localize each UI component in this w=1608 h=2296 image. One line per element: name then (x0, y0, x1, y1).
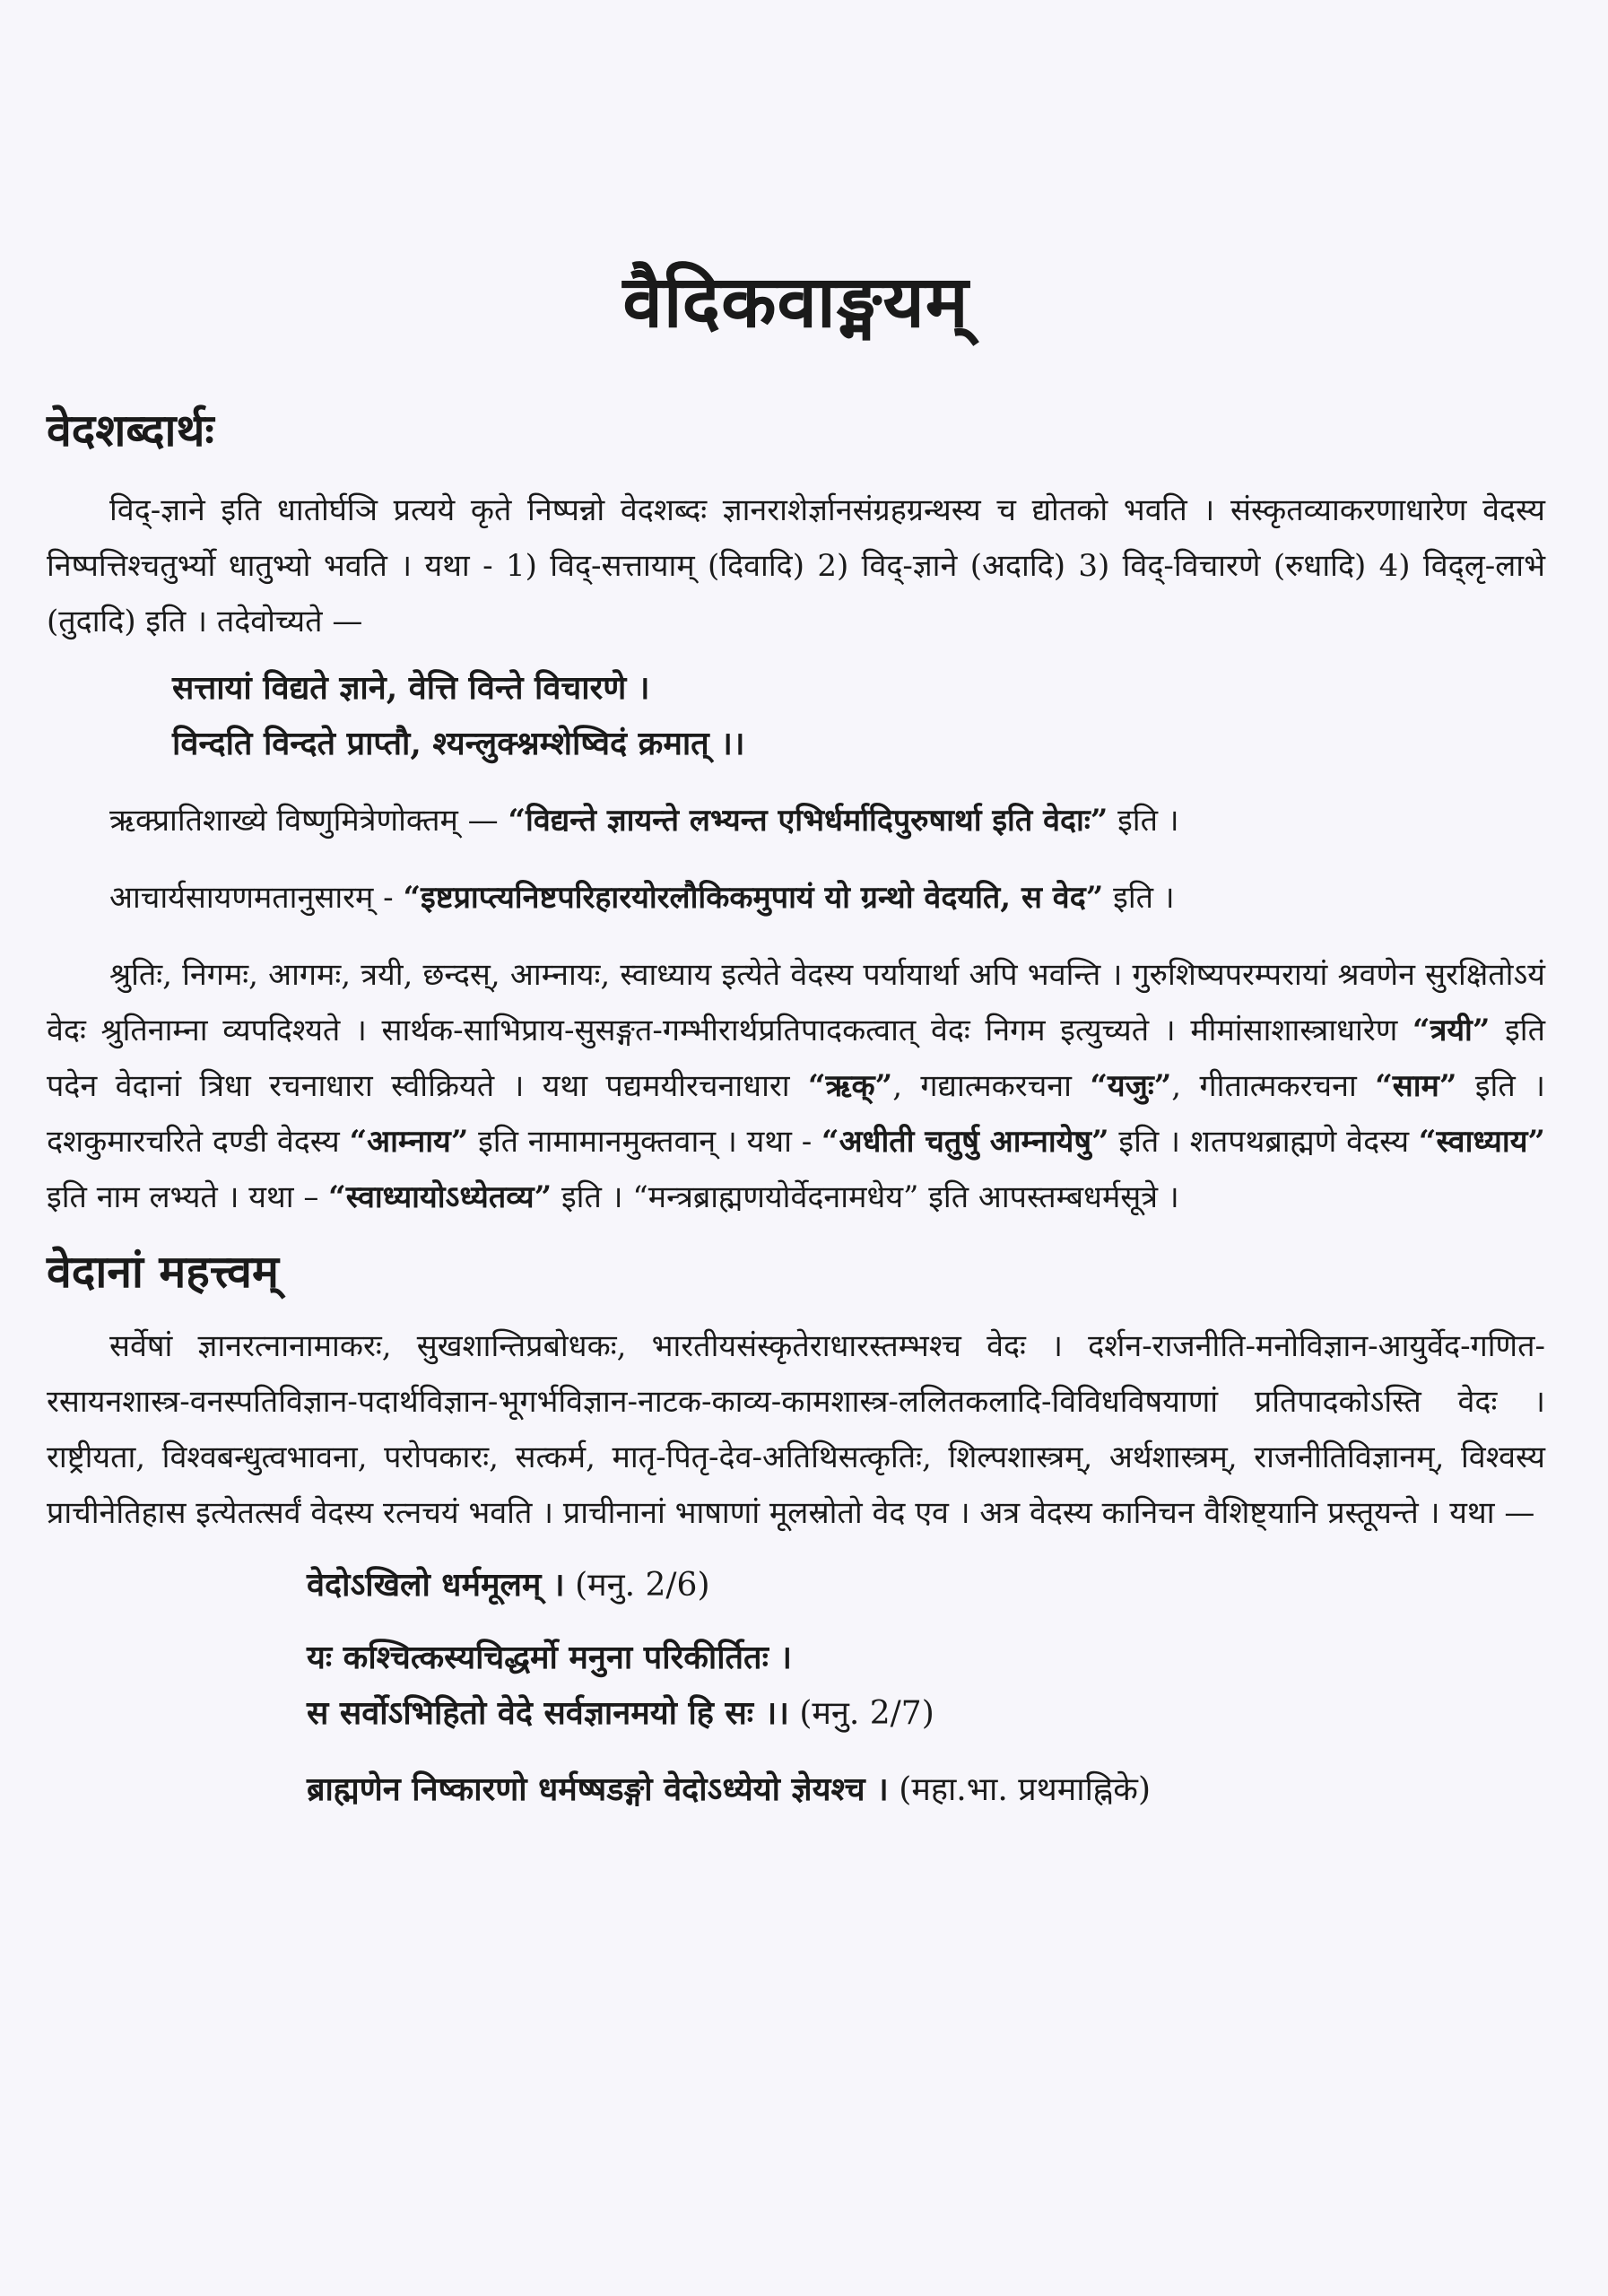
section-heading-veda-importance: वेदानां महत्त्वम् (47, 1245, 279, 1298)
text-run: इति । दशकुमारचरिते दण्डी वेदस्य (47, 1068, 1546, 1160)
paragraph-sayana-quote (47, 870, 1545, 926)
verse-reference: (मनु. 2/7) (788, 1695, 934, 1732)
verse-mahabhashya (47, 1761, 1545, 1818)
section-heading-veda-meaning: वेदशब्दार्थः (47, 404, 214, 457)
text-run: इति । “मन्त्रब्राह्मणयोर्वेदनामधेय” इति आपस्तम्बधर्मसूत्रे । (552, 1179, 1179, 1215)
bold-term: “साम” (1375, 1068, 1457, 1104)
bold-term: “यजुः” (1090, 1068, 1172, 1104)
bold-term: “ऋक्” (807, 1068, 893, 1104)
paragraph-importance: सर्वेषां ज्ञानरत्नानामाकरः, सुखशान्तिप्रबोधकः, भारतीयसंस्कृतेराधारस्तम्भश्च वेदः । दर्शन-राजनीति-मनोविज्ञान-आयुर्वेद-गणित-रसायनशास्त्र-वनस्पतिविज्ञान-पदार्थविज्ञान-भूगर्भविज्ञान-नाटक-काव्य-कामशास्त्र-ललितकलादि-विविधविषयाणां प्रतिपादकोऽस्ति वेदः । राष्ट्रीयता, विश्वबन्धुत्वभावना, परोपकारः, सत्कर्म, मातृ-पितृ-देव-अतिथिसत्कृतिः, शिल्पशास्त्रम्, अर्थशास्त्रम्, राजनीतिविज्ञानम्, विश्वस्य प्राचीनेतिहास इत्येतत्सर्वं वेदस्य रत्नचयं भवति । प्राचीनानां भाषाणां मूलस्रोतो वेद एव । अत्र वेदस्य कानिचन वैशिष्ट्यानि प्रस्तूयन्ते । यथा — (47, 1328, 1545, 1531)
quote-text: “इष्टप्राप्त्यनिष्टपरिहारयोरलौकिकमुपायं यो ग्रन्थो वेदयति, स वेद” (403, 880, 1104, 916)
paragraph-synonyms (47, 947, 1545, 1225)
bold-term: “स्वाध्याय” (1418, 1124, 1545, 1160)
page-title: वैदिकवाङ्मयम् (622, 259, 969, 344)
text-run: , गीतात्मकरचना (1171, 1068, 1376, 1104)
verse-line-2: विन्दति विन्दते प्राप्तौ, श्यन्लुक्श्नम्शेष्विदं क्रमात् ।। (172, 725, 745, 762)
text-run: इति नाम लभ्यते । यथा – (47, 1179, 329, 1215)
verse-line-1: सत्तायां विद्यते ज्ञाने, वेत्ति विन्ते विचारणे । (172, 669, 650, 707)
paragraph-rikpratishakhya-quote (47, 793, 1545, 848)
quote-end: इति । (1103, 880, 1175, 916)
verse-reference: (महा.भा. प्रथमाह्निके) (888, 1771, 1151, 1808)
paragraph-etymology: विद्-ज्ञाने इति धातोर्घञि प्रत्यये कृते निष्पन्नो वेदशब्दः ज्ञानराशेर्ज्ञानसंग्रहग्रन्थस्य च द्योतको भवति । संस्कृतव्याकरणाधारेण वेदस्य निष्पत्तिश्चतुर्भ्यो धातुभ्यो भवति । यथा - 1) विद्-सत्तायाम् (दिवादि) 2) विद्-ज्ञाने (अदादि) 3) विद्-विचारणे (रुधादि) 4) विद्लृ-लाभे (तुदादि) इति । तदेवोच्यते — (47, 492, 1545, 639)
bold-term: “अधीती चतुर्षु आम्नायेषु” (821, 1124, 1109, 1160)
verse-text: स सर्वोऽभिहितो वेदे सर्वज्ञानमयो हि सः ।। (307, 1694, 789, 1732)
verse-text: ब्राह्मणेन निष्कारणो धर्मष्षडङ्गो वेदोऽध्येयो ज्ञेयश्च । (307, 1770, 889, 1808)
text-run: इति पदेन वेदानां त्रिधा रचनाधारा स्वीक्रियते । यथा पद्यमयीरचनाधारा (47, 1013, 1545, 1104)
text-run: , गद्यात्मकरचना (892, 1068, 1091, 1104)
verse-reference: (मनु. 2/6) (564, 1567, 710, 1604)
quote-text: “विद्यन्ते ज्ञायन्ते लभ्यन्त एभिर्धर्मादिपुरुषार्था इति वेदाः” (508, 803, 1108, 839)
quote-lead: आचार्यसायणमतानुसारम् - (109, 880, 404, 916)
text-run: इति । शतपथब्राह्मणे वेदस्य (1108, 1124, 1419, 1160)
verse-text: वेदोऽखिलो धर्ममूलम् । (307, 1566, 565, 1604)
bold-term: “त्रयी” (1412, 1013, 1491, 1048)
verse-manu-2-7-line-2 (47, 1685, 1545, 1742)
verse-manu-2-7-line-1: यः कश्चित्कस्यचिद्धर्मो मनुना परिकीर्तितः । (307, 1639, 793, 1676)
bold-term: “स्वाध्यायोऽध्येतव्य” (328, 1179, 552, 1215)
quote-end: इति । (1108, 803, 1179, 839)
quote-lead: ऋक्प्रातिशाख्ये विष्णुमित्रेणोक्तम् — (109, 803, 508, 839)
text-run: इति नामामानमुक्तवान् । यथा - (468, 1124, 822, 1160)
verse-manu-2-6 (47, 1557, 1545, 1613)
bold-term: “आम्नाय” (349, 1124, 469, 1160)
text-run: श्रुतिः, निगमः, आगमः, त्रयी, छन्दस्, आम्नायः, स्वाध्याय इत्येते वेदस्य पर्यायार्था अपि भवन्ति । गुरुशिष्यपरम्परायां श्रवणेन सुरक्षितोऽयं वेदः श्रुतिनाम्ना व्यपदिश्यते । सार्थक-साभिप्राय-सुसङ्गत-गम्भीरार्थप्रतिपादकत्वात् वेदः निगम इत्युच्यते । मीमांसाशास्त्राधारेण (47, 957, 1545, 1048)
